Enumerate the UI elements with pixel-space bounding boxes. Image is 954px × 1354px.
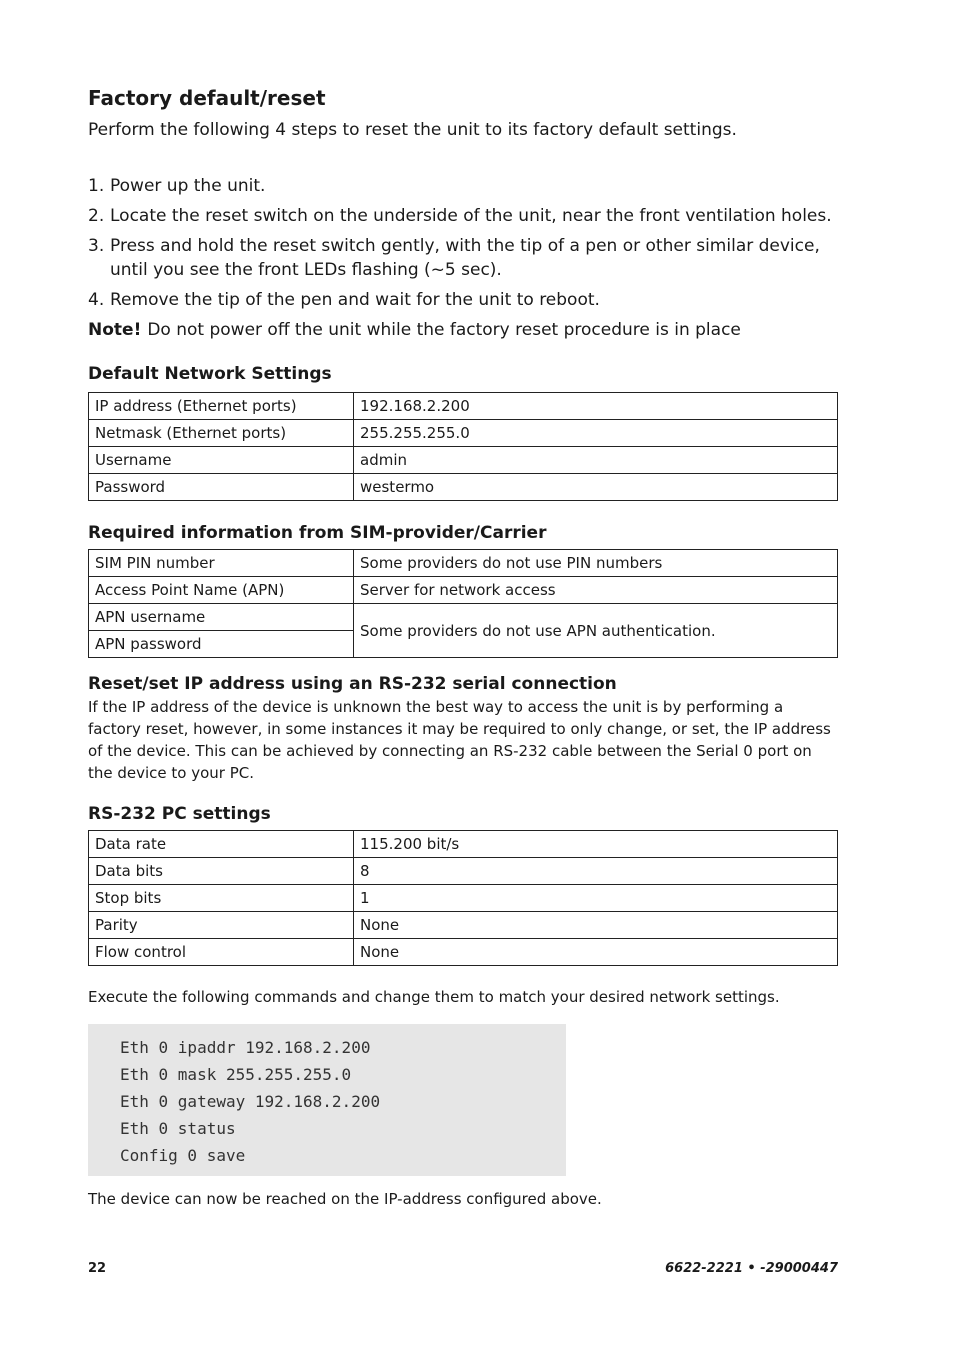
network-settings-table — [88, 392, 838, 501]
table-row — [89, 831, 838, 858]
table-row — [89, 858, 838, 885]
step-text: Remove the tip of the pen and wait for the unit to reboot. — [110, 290, 600, 310]
document-page — [88, 84, 838, 1210]
table-row — [89, 393, 838, 420]
table-cell-key: SIM PIN number — [89, 550, 354, 577]
command-code-block — [88, 1024, 566, 1176]
table-cell-key: Netmask (Ethernet ports) — [89, 420, 354, 447]
step-number: 1. — [88, 176, 105, 196]
intro-text: Perform the following 4 steps to reset the unit to its factory default settings. — [88, 120, 737, 140]
list-item — [88, 288, 838, 312]
table-cell-value: 8 — [354, 858, 838, 885]
note-text: Do not power off the unit while the factory reset procedure is in place — [147, 320, 741, 340]
table-cell-key: Access Point Name (APN) — [89, 577, 354, 604]
table-row — [89, 447, 838, 474]
step-number: 2. — [88, 206, 105, 226]
table-row — [89, 474, 838, 501]
table-cell-key: Data rate — [89, 831, 354, 858]
code-line: Config 0 save — [120, 1146, 246, 1165]
table-cell-value: 192.168.2.200 — [354, 393, 838, 420]
sim-info-heading: Required information from SIM-provider/Carrier — [88, 523, 547, 543]
table-cell-key: APN username — [89, 604, 354, 631]
step-text: Power up the unit. — [110, 176, 266, 196]
table-row — [89, 604, 838, 631]
code-line: Eth 0 mask 255.255.255.0 — [120, 1065, 352, 1084]
table-cell-key: Password — [89, 474, 354, 501]
table-cell-value: 115.200 bit/s — [354, 831, 838, 858]
step-text: Locate the reset switch on the underside of the unit, near the front ventilation holes. — [110, 206, 832, 226]
table-cell-value: Some providers do not use PIN numbers — [354, 550, 838, 577]
serial-reset-text: If the IP address of the device is unknown the best way to access the unit is by performing a factory reset, however, in some instances it may be required to only change, or set, the IP address of the device. This can be achieved by connecting an RS-232 cable between the Serial 0 port on the device to your PC. — [88, 698, 831, 782]
commands-outro: The device can now be reached on the IP-address configured above. — [88, 1190, 602, 1208]
table-cell-value: None — [354, 939, 838, 966]
commands-intro: Execute the following commands and change them to match your desired network settings. — [88, 988, 780, 1006]
table-cell-value: Some providers do not use APN authentication. — [354, 604, 838, 658]
table-cell-value: 255.255.255.0 — [354, 420, 838, 447]
table-cell-key: Username — [89, 447, 354, 474]
list-item — [88, 234, 838, 282]
reset-steps-list — [88, 174, 838, 312]
table-cell-value: None — [354, 912, 838, 939]
note-label: Note! — [88, 320, 142, 340]
document-id: 6622-2221 • -29000447 — [665, 1261, 838, 1276]
code-line: Eth 0 status — [120, 1119, 236, 1138]
list-item — [88, 174, 838, 198]
sim-info-table — [88, 549, 838, 658]
table-row — [89, 912, 838, 939]
list-item — [88, 204, 838, 228]
table-cell-key: Data bits — [89, 858, 354, 885]
table-row — [89, 939, 838, 966]
table-cell-value: Server for network access — [354, 577, 838, 604]
step-text: Press and hold the reset switch gently, with the tip of a pen or other similar device, until you see the front LEDs flashing (~5 sec). — [110, 236, 820, 280]
table-cell-value: 1 — [354, 885, 838, 912]
note-paragraph — [88, 318, 838, 342]
step-number: 4. — [88, 290, 105, 310]
table-cell-key: Stop bits — [89, 885, 354, 912]
table-row — [89, 420, 838, 447]
table-row — [89, 577, 838, 604]
rs232-settings-heading: RS-232 PC settings — [88, 804, 271, 824]
step-number: 3. — [88, 236, 105, 256]
serial-reset-heading: Reset/set IP address using an RS-232 serial connection — [88, 674, 617, 694]
rs232-settings-table — [88, 830, 838, 966]
code-line: Eth 0 ipaddr 192.168.2.200 — [120, 1038, 371, 1057]
table-cell-key: Parity — [89, 912, 354, 939]
network-settings-heading: Default Network Settings — [88, 364, 332, 384]
page-footer — [88, 1260, 838, 1278]
page-number: 22 — [88, 1261, 107, 1276]
table-row — [89, 885, 838, 912]
table-cell-key: APN password — [89, 631, 354, 658]
table-row — [89, 550, 838, 577]
table-cell-value: westermo — [354, 474, 838, 501]
table-cell-key: Flow control — [89, 939, 354, 966]
code-line: Eth 0 gateway 192.168.2.200 — [120, 1092, 381, 1111]
table-cell-key: IP address (Ethernet ports) — [89, 393, 354, 420]
section-title: Factory default/reset — [88, 86, 326, 110]
table-cell-value: admin — [354, 447, 838, 474]
